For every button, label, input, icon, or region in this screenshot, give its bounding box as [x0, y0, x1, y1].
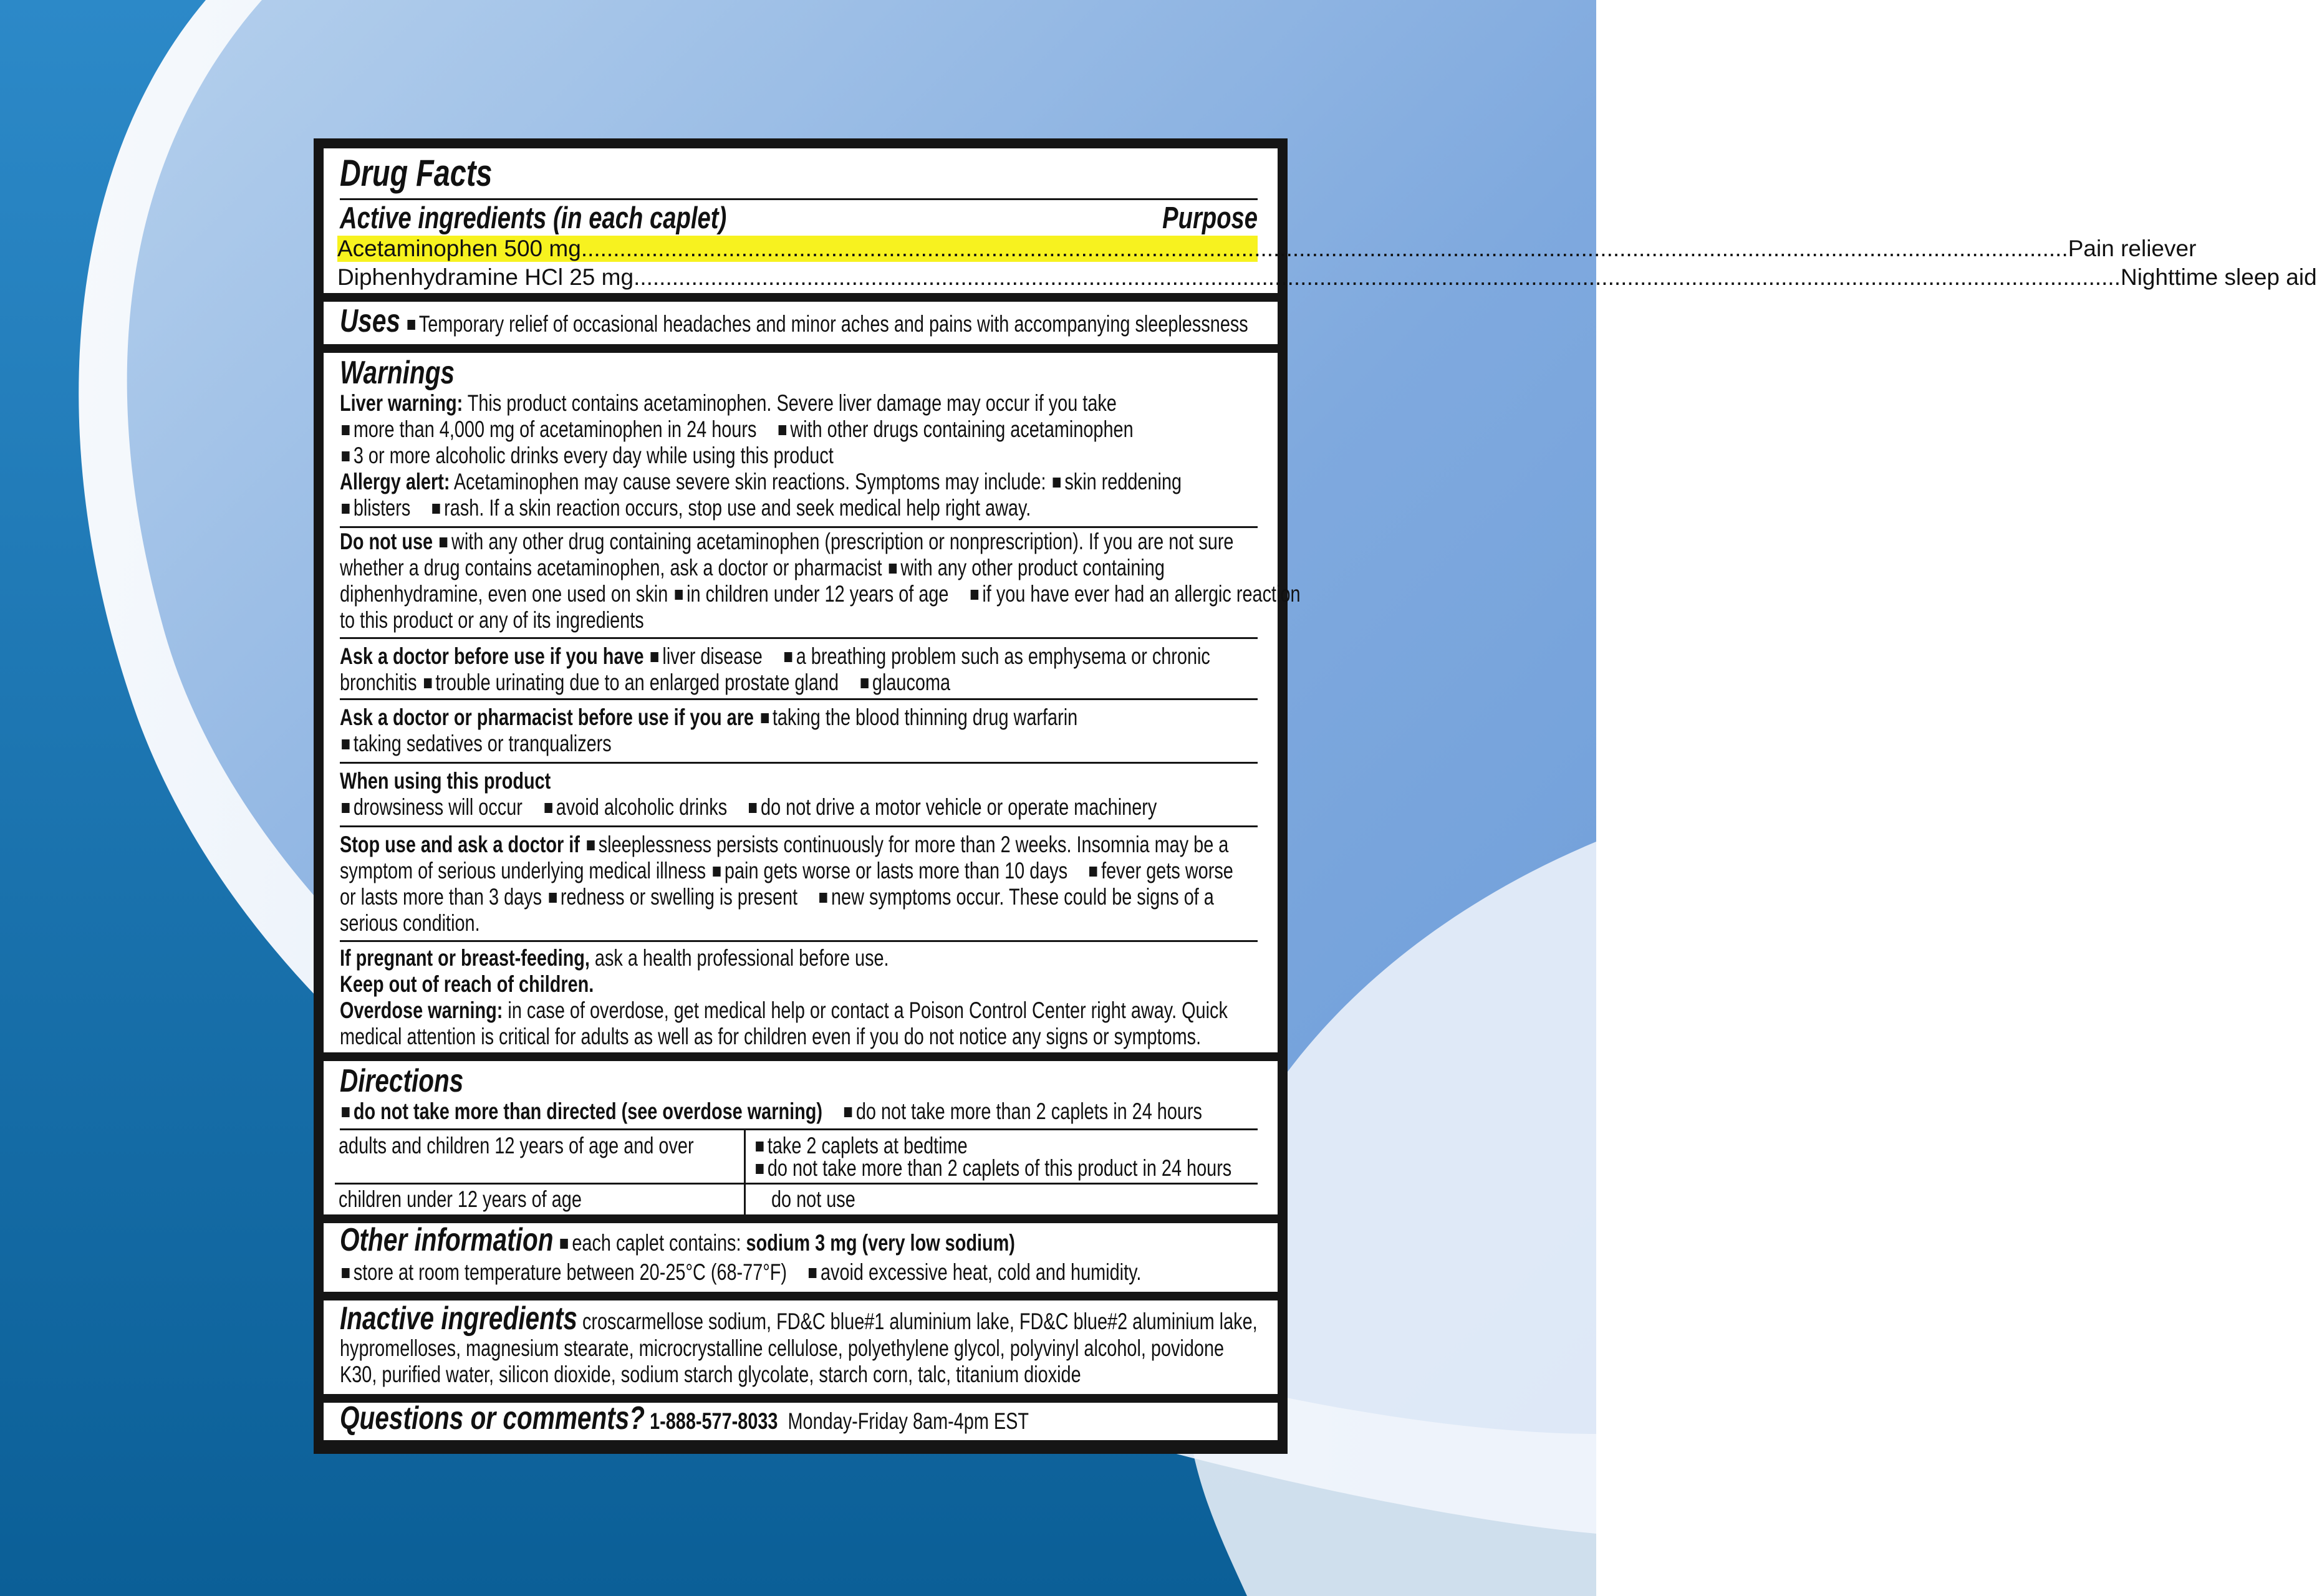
do-not-use-text: with any other drug containing acetaminophen (prescription or nonprescription). If you are not sure: [451, 529, 1234, 554]
do-not-use-label: Do not use: [340, 529, 433, 554]
bullet-icon: [889, 564, 897, 574]
directions-group: adults and children 12 years of age and over: [339, 1133, 694, 1158]
inactive-text: hypromelloses, magnesium stearate, microcrystalline cellulose, polyethylene glycol, polyvinyl alcohol, povidone: [340, 1335, 1225, 1361]
do-not-use-text: if you have ever had an allergic reaction: [982, 581, 1301, 607]
bullet-icon: [651, 652, 658, 662]
inactive-text: K30, purified water, silicon dioxide, sodium starch glycolate, starch corn, talc, titanium dioxide: [340, 1362, 1081, 1387]
directions-table: [335, 1130, 1258, 1214]
when-using-bullet: avoid alcoholic drinks: [556, 794, 728, 820]
allergy-bullet: blisters: [353, 495, 411, 521]
do-not-use-text: with any other product containing: [900, 555, 1165, 580]
ingredient-name: Diphenhydramine HCl 25 mg: [337, 264, 634, 290]
stop-use-text: serious condition.: [340, 910, 480, 936]
directions-bullet: do not take more than 2 caplets in 24 hours: [855, 1098, 1202, 1124]
other-information-panel: [324, 1223, 1278, 1292]
liver-bullet: 3 or more alcoholic drinks every day while using this product: [353, 443, 834, 468]
pregnant-text: ask a health professional before use.: [589, 945, 889, 971]
directions-dose: do not use: [771, 1186, 855, 1212]
do-not-use-text: in children under 12 years of age: [686, 581, 949, 607]
uses-text: Temporary relief of occasional headaches and minor aches and pains with accompanying sleeplessness: [418, 311, 1248, 337]
bullet-icon: [561, 1239, 568, 1249]
inactive-ingredients-panel: [324, 1300, 1278, 1394]
bullet-icon: [342, 451, 349, 461]
questions-panel: [324, 1400, 1278, 1440]
bullet-icon: [424, 678, 431, 688]
bullet-icon: [342, 739, 349, 749]
allergy-alert-text: Acetaminophen may cause severe skin reactions. Symptoms may include:: [450, 469, 1051, 494]
phone-hours: Monday-Friday 8am-4pm EST: [788, 1408, 1029, 1434]
bullet-icon: [971, 590, 978, 600]
liver-warning-label: Liver warning:: [340, 390, 463, 416]
uses-heading: Uses: [340, 303, 400, 339]
overdose-warning-text: medical attention is critical for adults as well as for children even if you do not notice any signs or symptoms.: [340, 1024, 1202, 1049]
allergy-bullet: rash. If a skin reaction occurs, stop use and seek medical help right away.: [444, 495, 1031, 521]
bullet-icon: [713, 867, 720, 877]
do-not-use-text: whether a drug contains acetaminophen, ask a doctor or pharmacist: [340, 555, 887, 580]
when-using-bullet: do not drive a motor vehicle or operate machinery: [761, 794, 1157, 820]
other-info-heading: Other information: [340, 1222, 554, 1258]
directions-dose: do not take more than 2 caplets of this product in 24 hours: [767, 1155, 1232, 1181]
questions-heading: Questions or comments?: [340, 1400, 645, 1436]
bullet-icon: [819, 893, 827, 903]
bullet-icon: [440, 537, 447, 547]
do-not-use-text: diphenhydramine, even one used on skin: [340, 581, 673, 607]
directions-bullet: do not take more than directed (see overdose warning): [353, 1098, 822, 1124]
directions-heading: Directions: [340, 1063, 464, 1099]
when-using-label: When using this product: [340, 768, 551, 794]
stop-use-text: sleeplessness persists continuously for more than 2 weeks. Insomnia may be a: [598, 832, 1229, 857]
ask-doctor-bullet: trouble urinating due to an enlarged prostate gland: [435, 670, 839, 695]
ingredient-purpose: Pain reliever: [2068, 236, 2197, 261]
inactive-text: croscarmellose sodium, FD&C blue#1 aluminium lake, FD&C blue#2 aluminium lake,: [577, 1309, 1258, 1334]
liver-bullet: more than 4,000 mg of acetaminophen in 24 hours: [353, 416, 757, 442]
ingredient-name: Acetaminophen 500 mg: [337, 236, 581, 261]
bullet-icon: [756, 1142, 763, 1151]
stop-use-text: or lasts more than 3 days: [340, 884, 547, 910]
bullet-icon: [549, 893, 556, 903]
bullet-icon: [342, 504, 349, 514]
stop-use-text: redness or swelling is present: [560, 884, 798, 910]
ingredient-row: Acetaminophen 500 mg ........................................................................................................................................................................................................................................ Pain reliever: [337, 236, 2197, 261]
overdose-warning-text: in case of overdose, get medical help or contact a Poison Control Center right away. Quick: [503, 998, 1228, 1023]
ask-doctor-bullet: liver disease: [662, 643, 763, 669]
bullet-icon: [342, 1107, 349, 1117]
when-using-bullet: drowsiness will occur: [353, 794, 523, 820]
allergy-bullet: skin reddening: [1064, 469, 1182, 494]
bullet-icon: [784, 652, 792, 662]
ask-doctor-text: bronchitis: [340, 670, 422, 695]
bullet-icon: [544, 803, 552, 813]
drug-facts-title: Drug Facts: [340, 152, 493, 194]
liver-warning-text: This product contains acetaminophen. Severe liver damage may occur if you take: [463, 390, 1117, 416]
directions-dose: take 2 caplets at bedtime: [767, 1133, 968, 1158]
stop-use-text: new symptoms occur. These could be signs of a: [831, 884, 1214, 910]
directions-panel: [324, 1061, 1278, 1214]
other-info-sodium: sodium 3 mg (very low sodium): [746, 1230, 1015, 1256]
bullet-icon: [587, 840, 594, 850]
directions-group: children under 12 years of age: [339, 1186, 582, 1212]
bullet-icon: [756, 1164, 763, 1174]
other-info-bullet: avoid excessive heat, cold and humidity.: [820, 1259, 1142, 1285]
ask-pharmacist-bullet: taking the blood thinning drug warfarin: [772, 704, 1078, 730]
ask-pharmacist-label: Ask a doctor or pharmacist before use if you are: [340, 704, 754, 730]
stop-use-text: symptom of serious underlying medical illness: [340, 858, 711, 883]
bullet-icon: [844, 1107, 852, 1117]
ingredient-purpose: Nighttime sleep aid: [2120, 264, 2317, 290]
bullet-icon: [860, 678, 868, 688]
ask-doctor-label: Ask a doctor before use if you have: [340, 643, 644, 669]
drug-facts-label: [314, 138, 2317, 1454]
bullet-icon: [675, 590, 682, 600]
do-not-use-text: to this product or any of its ingredients: [340, 607, 644, 633]
bullet-icon: [342, 425, 349, 435]
stop-use-text: fever gets worse: [1101, 858, 1233, 883]
purpose-heading: Purpose: [1162, 201, 1258, 235]
bullet-icon: [749, 803, 756, 813]
ask-doctor-bullet: a breathing problem such as emphysema or chronic: [796, 643, 1210, 669]
uses-panel: [324, 302, 1278, 344]
other-info-bullet: store at room temperature between 20-25°C (68-77°F): [353, 1259, 788, 1285]
allergy-alert-label: Allergy alert:: [340, 469, 450, 494]
bullet-icon: [342, 1268, 349, 1278]
bullet-icon: [432, 504, 440, 514]
ask-pharmacist-bullet: taking sedatives or tranqualizers: [353, 731, 612, 756]
stop-use-text: pain gets worse or lasts more than 10 days: [724, 858, 1068, 883]
overdose-warning-label: Overdose warning:: [340, 998, 503, 1023]
inactive-heading: Inactive ingredients: [340, 1300, 577, 1337]
ask-doctor-bullet: glaucoma: [872, 670, 951, 695]
warnings-panel: [324, 353, 1301, 1052]
liver-bullet: with other drugs containing acetaminophen: [790, 416, 1134, 442]
active-ingredients-heading: Active ingredients (in each caplet): [340, 201, 727, 235]
bullet-icon: [779, 425, 786, 435]
keep-out-of-reach: Keep out of reach of children.: [340, 971, 594, 997]
other-info-text: each caplet contains:: [572, 1230, 746, 1256]
bullet-icon: [407, 320, 415, 330]
warnings-heading: Warnings: [340, 355, 455, 391]
ingredient-row: Diphenhydramine HCl 25 mg ........................................................................................................................................................................................................................................ Nighttime sleep aid: [337, 264, 2317, 290]
bullet-icon: [809, 1268, 816, 1278]
bullet-icon: [761, 713, 768, 723]
stop-use-label: Stop use and ask a doctor if: [340, 832, 580, 857]
bullet-icon: [342, 803, 349, 813]
pregnant-label: If pregnant or breast-feeding,: [340, 945, 590, 971]
phone-number[interactable]: 1-888-577-8033: [650, 1408, 778, 1434]
bullet-icon: [1053, 478, 1061, 488]
bullet-icon: [1089, 867, 1097, 877]
active-ingredients-panel: [324, 148, 2317, 293]
